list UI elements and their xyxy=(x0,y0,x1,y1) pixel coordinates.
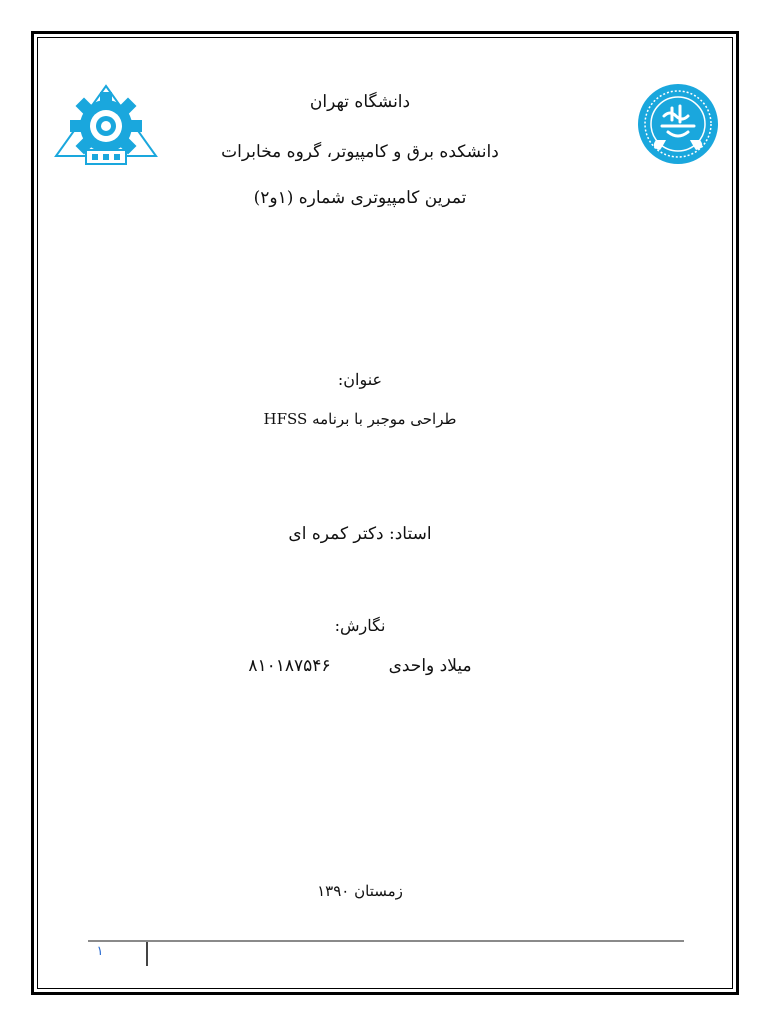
university-name: دانشگاه تهران xyxy=(309,92,411,112)
page-number: ۱ xyxy=(96,944,104,959)
footer-divider xyxy=(146,942,148,966)
author-label: نگارش: xyxy=(334,616,386,635)
subject-label: عنوان: xyxy=(337,370,383,389)
page-border-inner xyxy=(37,37,733,989)
faculty-name: دانشکده برق و کامپیوتر، گروه مخابرات xyxy=(221,142,499,162)
author-name: میلاد واحدی xyxy=(388,656,472,676)
student-id: ۸۱۰۱۸۷۵۴۶ xyxy=(248,656,331,676)
university-seal-icon xyxy=(636,82,720,166)
professor-line: استاد: دکتر کمره ای xyxy=(288,524,432,544)
footer-rule xyxy=(88,940,684,942)
subject-title: طراحی موجبر با برنامه HFSS xyxy=(263,410,457,428)
date-line: زمستان ۱۳۹۰ xyxy=(317,882,403,900)
author-line xyxy=(150,656,570,676)
gear-emblem-icon xyxy=(52,82,160,168)
exercise-title: تمرین کامپیوتری شماره (۱و۲) xyxy=(253,188,467,208)
